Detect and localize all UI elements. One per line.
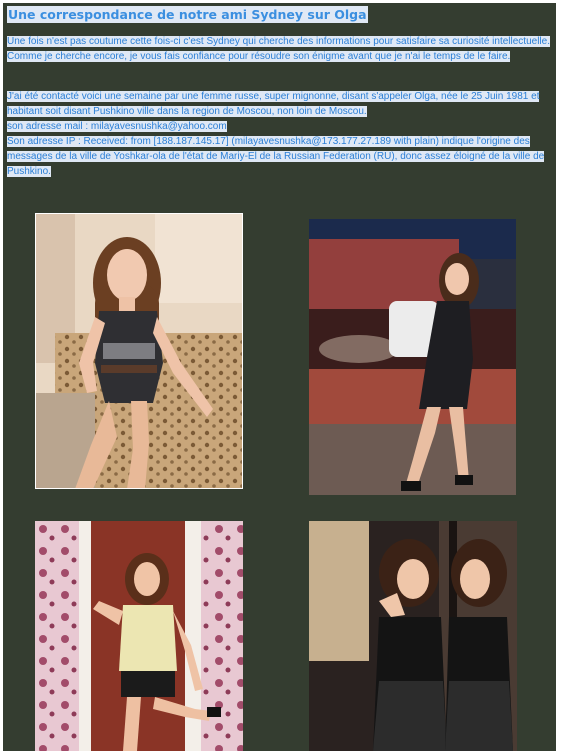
story-text-line1: J'ai été contacté voici une semaine par une femme russe, super mignonne, disant s'appeler Olga, née le 25 Juin 1981 et habitant soit disant Pushkino ville dans la region de Moscou, non loin de Moscou. xyxy=(7,91,540,117)
article-panel xyxy=(3,3,556,751)
photo-woman-in-doorway xyxy=(35,521,243,751)
photo-woman-at-night-fountain xyxy=(309,219,516,495)
email-line: son adresse mail : milayavesnushka@yahoo.com xyxy=(7,121,227,132)
story-paragraph xyxy=(7,89,557,179)
photo-woman-mirror-reflection xyxy=(309,521,517,751)
intro-paragraph xyxy=(7,34,557,64)
intro-text: Une fois n'est pas coutume cette fois-ci c'est Sydney qui cherche des informations pour satisfaire sa curiosité intellectuelle. Comme je cherche encore, je vous fais confiance pour résoudre son énigme avant que je n'ai le temps de le faire. xyxy=(7,36,550,62)
ip-line: Son adresse IP : Received: from [188.187.145.17] (milayavesnushka@173.177.27.189 with plain) indique l'origine des messages de la ville de Yoshkar-ola de l'état de Mariy-El de la Russian Federation (RU), donc assez éloigné de la ville de Pushkino. xyxy=(7,136,545,177)
photo-woman-sitting-on-sofa xyxy=(35,213,243,489)
article-title: Une correspondance de notre ami Sydney sur Olga xyxy=(8,7,367,22)
